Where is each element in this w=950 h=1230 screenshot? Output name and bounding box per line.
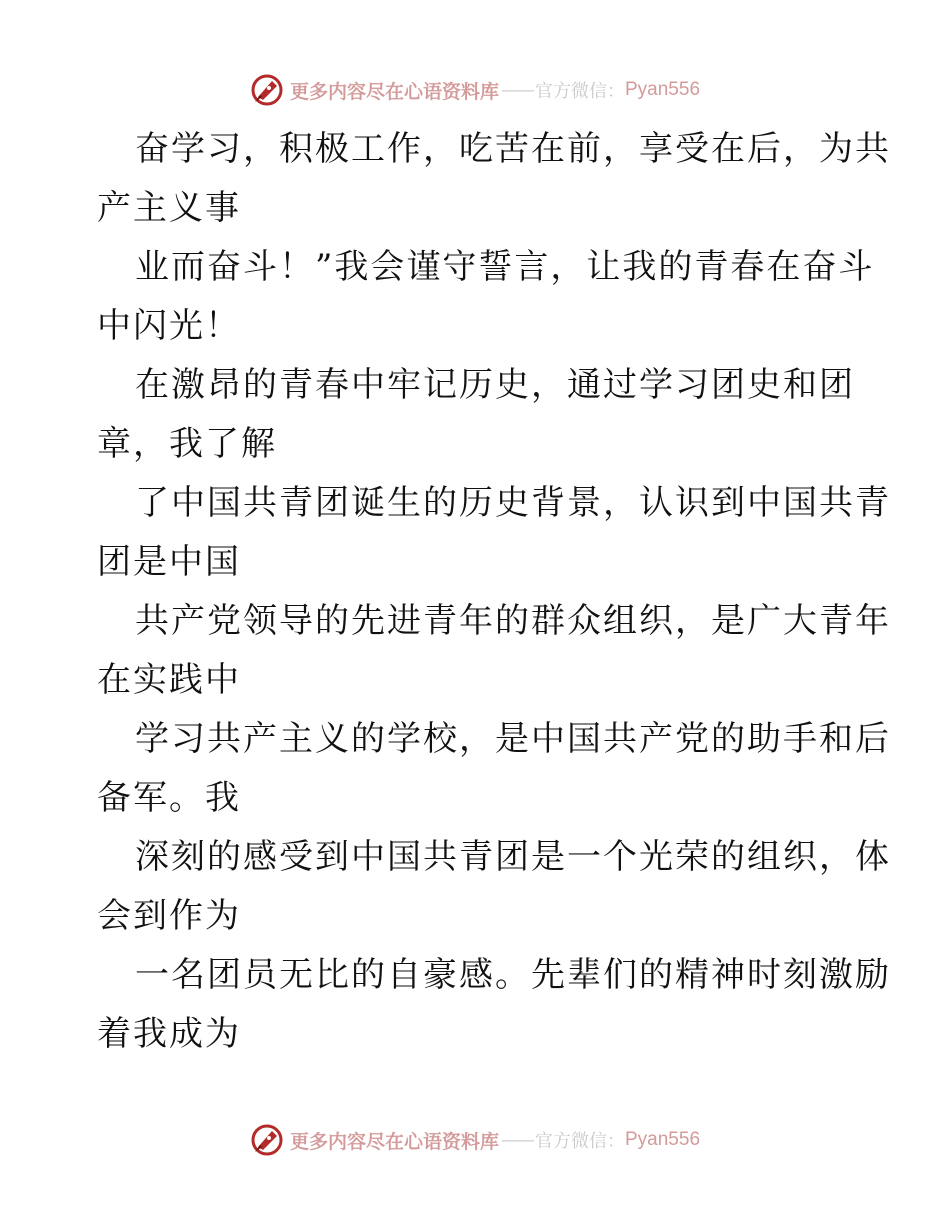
pen-nib-logo-icon <box>250 1123 284 1157</box>
text-line: 在激昂的青春中牢记历史，通过学习团史和团 <box>135 365 855 405</box>
text-line: 在实践中 <box>97 660 241 700</box>
header-banner <box>0 70 950 110</box>
text-line: 中闪光！ <box>97 306 241 346</box>
text-line: 产主义事 <box>97 188 241 228</box>
footer-wechat-id: Pyan556 <box>625 1129 701 1150</box>
header-wechat-label: 官方微信： <box>535 81 625 102</box>
footer-brand-text: 更多内容尽在心语资料库 <box>289 1130 499 1153</box>
text-line: 备军。我 <box>97 778 241 818</box>
pen-nib-logo-icon <box>250 73 284 107</box>
text-line: 共产党领导的先进青年的群众组织，是广大青年 <box>135 601 891 641</box>
text-line: 章，我了解 <box>97 424 277 464</box>
footer-wechat-label: 官方微信： <box>535 1131 625 1152</box>
text-line: 深刻的感受到中国共青团是一个光荣的组织，体 <box>135 837 891 877</box>
text-line: 业而奋斗！”我会谨守誓言，让我的青春在奋斗 <box>135 247 875 287</box>
footer-dash: —— <box>501 1129 533 1151</box>
document-body <box>97 120 891 1064</box>
text-line: 学习共产主义的学校，是中国共产党的助手和后 <box>135 719 891 759</box>
footer-banner <box>0 1120 950 1160</box>
text-line: 着我成为 <box>97 1014 241 1054</box>
text-line: 奋学习，积极工作，吃苦在前，享受在后，为共 <box>135 129 891 169</box>
text-line: 了中国共青团诞生的历史背景，认识到中国共青 <box>135 483 891 523</box>
text-line: 一名团员无比的自豪感。先辈们的精神时刻激励 <box>135 955 891 995</box>
text-line: 会到作为 <box>97 896 241 936</box>
text-line: 团是中国 <box>97 542 241 582</box>
header-wechat-id: Pyan556 <box>625 79 701 100</box>
header-dash: —— <box>501 79 533 101</box>
header-brand-text: 更多内容尽在心语资料库 <box>289 80 499 103</box>
